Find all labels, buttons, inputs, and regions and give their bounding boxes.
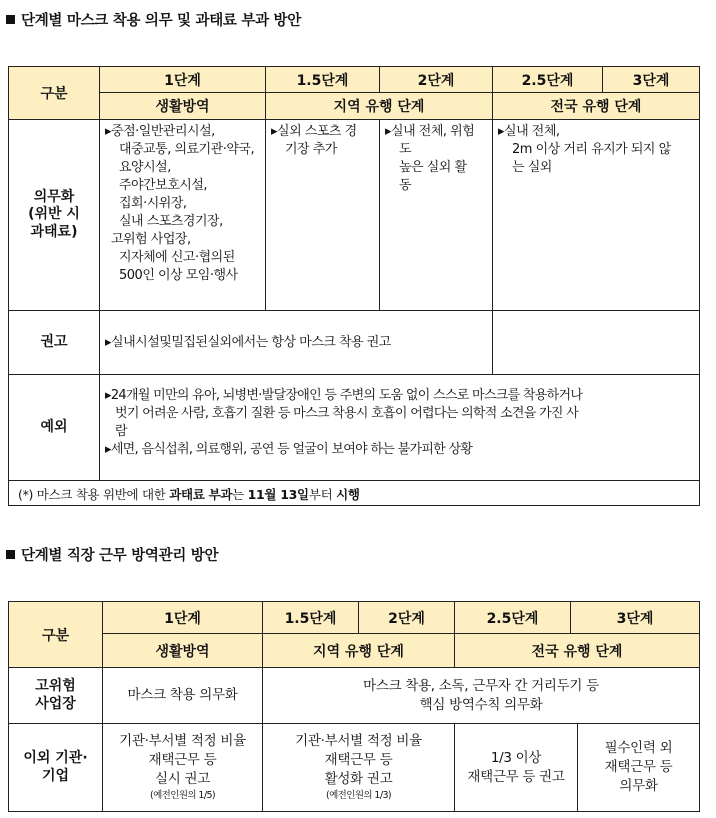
header2-stage25: 2.5단계 — [454, 601, 571, 634]
fine-note: (*) 마스크 착용 위반에 대한 과태료 부과는 11월 13일부터 시행 — [18, 487, 360, 502]
header2-stage15: 1.5단계 — [262, 601, 359, 634]
others-stage3-cell: 필수인력 외 재택근무 등 의무화 — [577, 723, 700, 812]
header2-group-national: 전국 유행 단계 — [454, 633, 700, 668]
row-label-exception: 예외 — [8, 374, 100, 481]
recommend-national-cell — [492, 310, 700, 375]
section2-title: 단계별 직장 근무 방역관리 방안 — [6, 544, 218, 565]
mandatory-stage15-cell: ▸실외 스포츠 경 기장 추가 — [265, 119, 380, 311]
header-stage15: 1.5단계 — [265, 66, 380, 93]
header-group-regional: 지역 유행 단계 — [265, 92, 493, 120]
square-bullet-icon — [6, 15, 15, 24]
others-stage25-cell: 1/3 이상 재택근무 등 권고 — [454, 723, 578, 812]
mandatory-stage2-cell: ▸실내 전체, 위험 도 높은 실외 활 동 — [379, 119, 493, 311]
mandatory-stage1-cell: ▸중점·일반관리시설, 대중교통, 의료기관·약국, 요양시설, 주야간보호시설, 집회·시위장, 실내 스포츠경기장, 고위험 사업장, 지자체에 신고·협의된 500인 이상 모임·행사 — [99, 119, 266, 311]
header-stage2: 2단계 — [379, 66, 493, 93]
header-stage1: 1단계 — [99, 66, 266, 93]
header2-stage2: 2단계 — [358, 601, 455, 634]
square-bullet-icon — [6, 550, 15, 559]
exception-cell: ▸24개월 미만의 유아, 뇌병변·발달장애인 등 주변의 도움 없이 스스로 마스크를 착용하거나 벗기 어려운 사람, 호흡기 질환 등 마스크 착용시 호흡이 어렵다는 의학적 소견을 가진 사 람 ▸세면, 음식섭취, 의료행위, 공연 등 얼굴이 보여야 하는 불가피한 상황 — [99, 374, 700, 481]
header-group-national: 전국 유행 단계 — [492, 92, 700, 120]
mandatory-national-cell: ▸실내 전체, 2m 이상 거리 유지가 되지 않 는 실외 — [492, 119, 700, 311]
header2-label: 구분 — [8, 601, 103, 668]
others-stage1-cell: 기관·부서별 적정 비율 재택근무 등 실시 권고 (예전인원의 1/5) — [102, 723, 263, 812]
recommend-cell: ▸실내시설및밀집된실외에서는 항상 마스크 착용 권고 — [99, 310, 493, 375]
header-label: 구분 — [8, 66, 100, 120]
row-label-highrisk: 고위험 사업장 — [8, 667, 103, 724]
section1-title: 단계별 마스크 착용 의무 및 과태료 부과 방안 — [6, 9, 301, 30]
row-label-recommend: 권고 — [8, 310, 100, 375]
header-group-living: 생활방역 — [99, 92, 266, 120]
header2-stage1: 1단계 — [102, 601, 263, 634]
header-stage25: 2.5단계 — [492, 66, 603, 93]
row-label-mandatory: 의무화 (위반 시 과태료) — [8, 119, 100, 311]
row-label-others: 이외 기관· 기업 — [8, 723, 103, 812]
others-stage15-2-cell: 기관·부서별 적정 비율 재택근무 등 활성화 권고 (예전인원의 1/3) — [262, 723, 455, 812]
header2-group-living: 생활방역 — [102, 633, 263, 668]
header2-group-regional: 지역 유행 단계 — [262, 633, 455, 668]
header-stage3: 3단계 — [602, 66, 700, 93]
highrisk-stage1-cell: 마스크 착용 의무화 — [102, 667, 263, 724]
header2-stage3: 3단계 — [570, 601, 700, 634]
highrisk-other-cell: 마스크 착용, 소독, 근무자 간 거리두기 등 핵심 방역수칙 의무화 — [262, 667, 700, 724]
